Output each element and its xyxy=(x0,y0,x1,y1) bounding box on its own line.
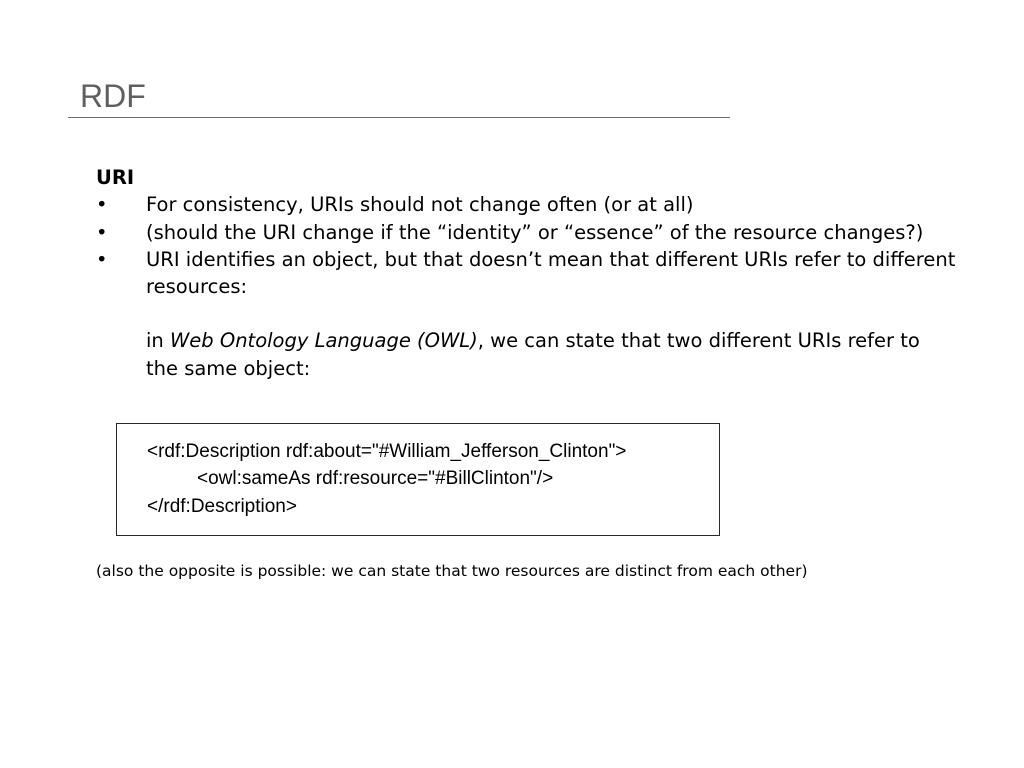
footnote: (also the opposite is possible: we can state that two resources are distinct from each other) xyxy=(96,562,808,580)
title-divider xyxy=(68,117,730,118)
owl-term: Web Ontology Language (OWL) xyxy=(169,329,478,353)
slide-title: RDF xyxy=(80,78,146,114)
owl-paragraph xyxy=(96,327,956,382)
code-line-close-description: </rdf:Description> xyxy=(147,495,297,517)
bullet-item xyxy=(96,246,956,301)
section-heading: URI xyxy=(96,166,135,189)
slide-body xyxy=(96,164,956,382)
bullet-item xyxy=(96,191,956,218)
bullet-text: (should the URI change if the “identity” or “essence” of the resource changes?) xyxy=(146,220,924,244)
owl-paragraph-prefix: in xyxy=(146,329,170,353)
code-example-box xyxy=(116,423,720,536)
code-line-open-description: <rdf:Description rdf:about="#William_Jefferson_Clinton"> xyxy=(147,441,627,462)
bullet-marker: • xyxy=(96,193,108,217)
owl-paragraph-suffix: , we can state that two different URIs refer to the same object: xyxy=(146,329,920,380)
bullet-text: URI identifies an object, but that doesn’t mean that different URIs refer to different resources: xyxy=(146,247,956,299)
bullet-marker: • xyxy=(96,247,108,271)
bullet-item xyxy=(96,219,956,246)
bullet-marker: • xyxy=(96,220,108,244)
bullet-text: For consistency, URIs should not change often (or at all) xyxy=(146,193,694,217)
code-line-same-as: <owl:sameAs rdf:resource="#BillClinton"/> xyxy=(197,468,554,490)
